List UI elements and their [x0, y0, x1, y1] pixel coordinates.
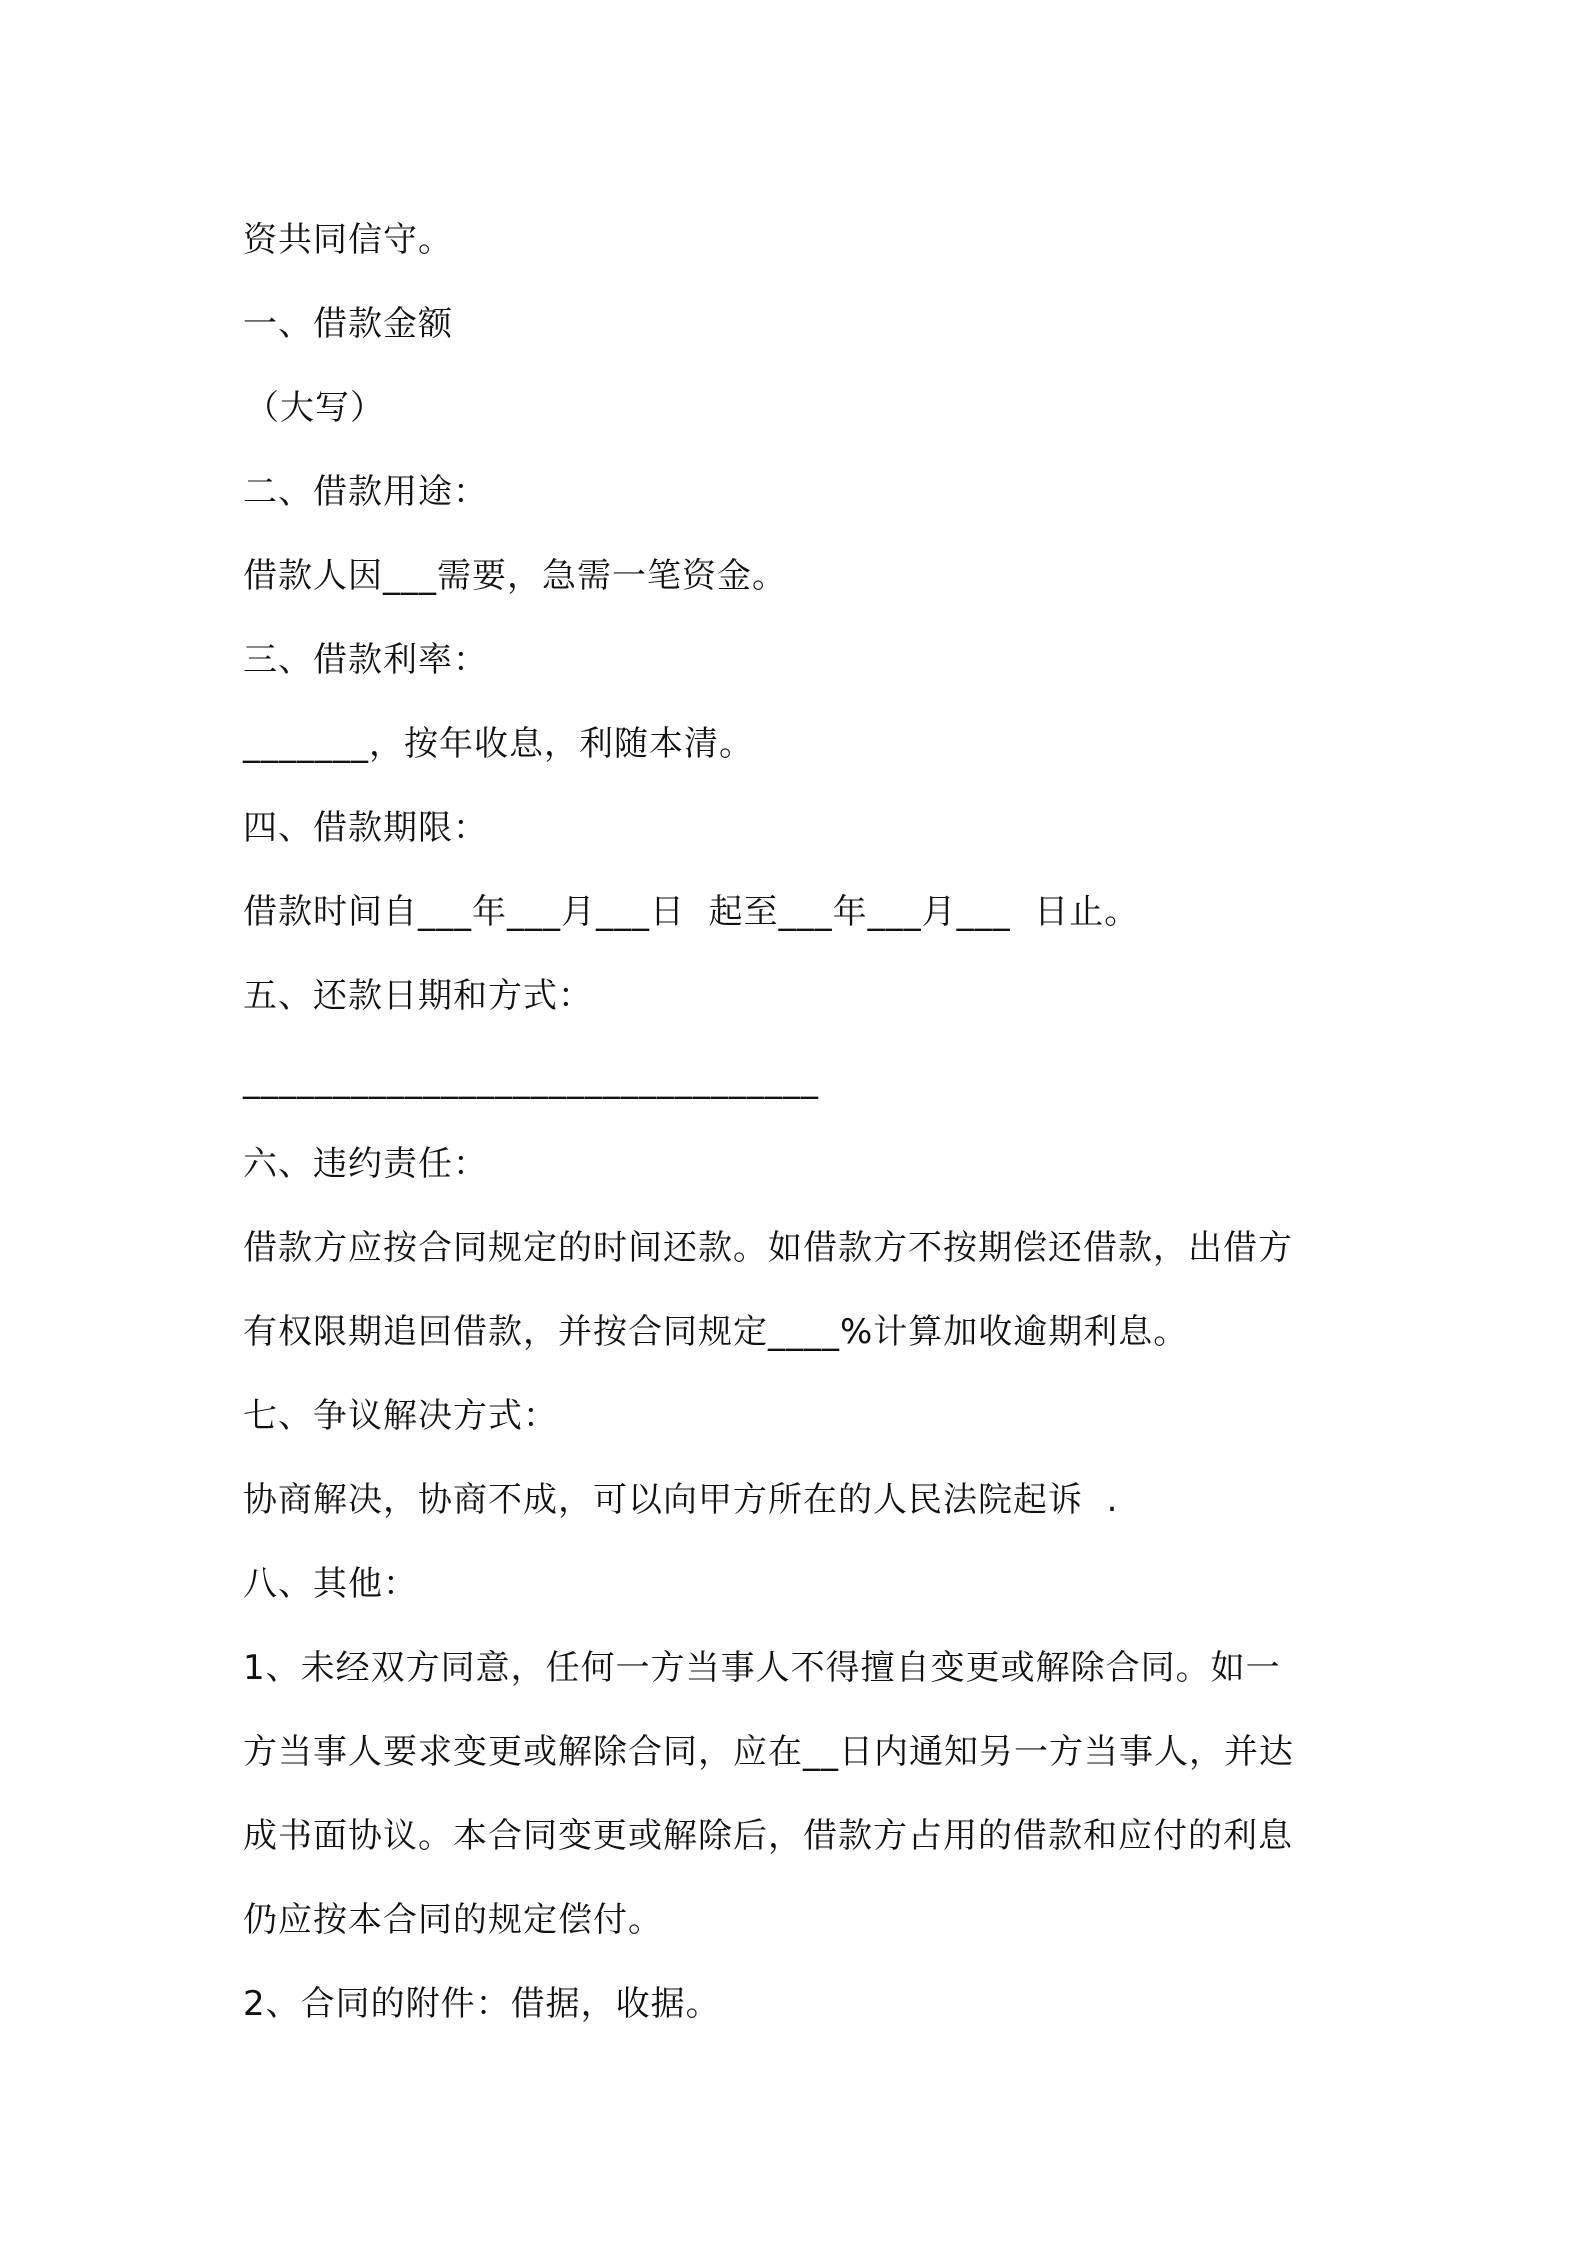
- section-heading-repayment: 五、还款日期和方式：: [243, 976, 593, 1016]
- other-clause-1-line-3: 成书面协议。本合同变更或解除后，借款方占用的借款和应付的利息: [243, 1816, 1293, 1856]
- loan-amount-capital-label: （大写）: [245, 388, 385, 428]
- liability-text-line-1: 借款方应按合同规定的时间还款。如借款方不按期偿还借款，出借方: [243, 1228, 1293, 1268]
- dispute-text: 协商解决，协商不成，可以向甲方所在的人民法院起诉 .: [243, 1480, 1119, 1520]
- section-heading-loan-amount: 一、借款金额: [243, 304, 453, 344]
- loan-term-text: 借款时间自___年___月___日 起至___年___月___ 日止。: [243, 892, 1140, 932]
- liability-text-line-2: 有权限期追回借款，并按合同规定____%计算加收逾期利息。: [243, 1312, 1189, 1352]
- contract-body: [243, 198, 1363, 2046]
- section-heading-other: 八、其他：: [243, 1564, 418, 1604]
- section-heading-liability: 六、违约责任：: [243, 1144, 488, 1184]
- other-clause-1-line-2: 方当事人要求变更或解除合同，应在__日内通知另一方当事人，并达: [243, 1732, 1294, 1772]
- section-heading-loan-purpose: 二、借款用途：: [243, 472, 488, 512]
- interest-rate-text: _______，按年收息，利随本清。: [243, 724, 754, 764]
- section-heading-loan-term: 四、借款期限：: [243, 808, 488, 848]
- loan-purpose-text: 借款人因___需要，急需一笔资金。: [243, 556, 787, 596]
- other-clause-1-line-4: 仍应按本合同的规定偿付。: [243, 1900, 663, 1940]
- text-line-continuation: 资共同信守。: [243, 220, 453, 260]
- other-clause-1-line-1: 1、未经双方同意，任何一方当事人不得擅自变更或解除合同。如一: [243, 1648, 1281, 1688]
- section-heading-dispute: 七、争议解决方式：: [243, 1396, 558, 1436]
- other-clause-2: 2、合同的附件：借据，收据。: [243, 1984, 721, 2024]
- repayment-blank-line: ________________________________: [243, 1060, 819, 1100]
- section-heading-interest-rate: 三、借款利率：: [243, 640, 488, 680]
